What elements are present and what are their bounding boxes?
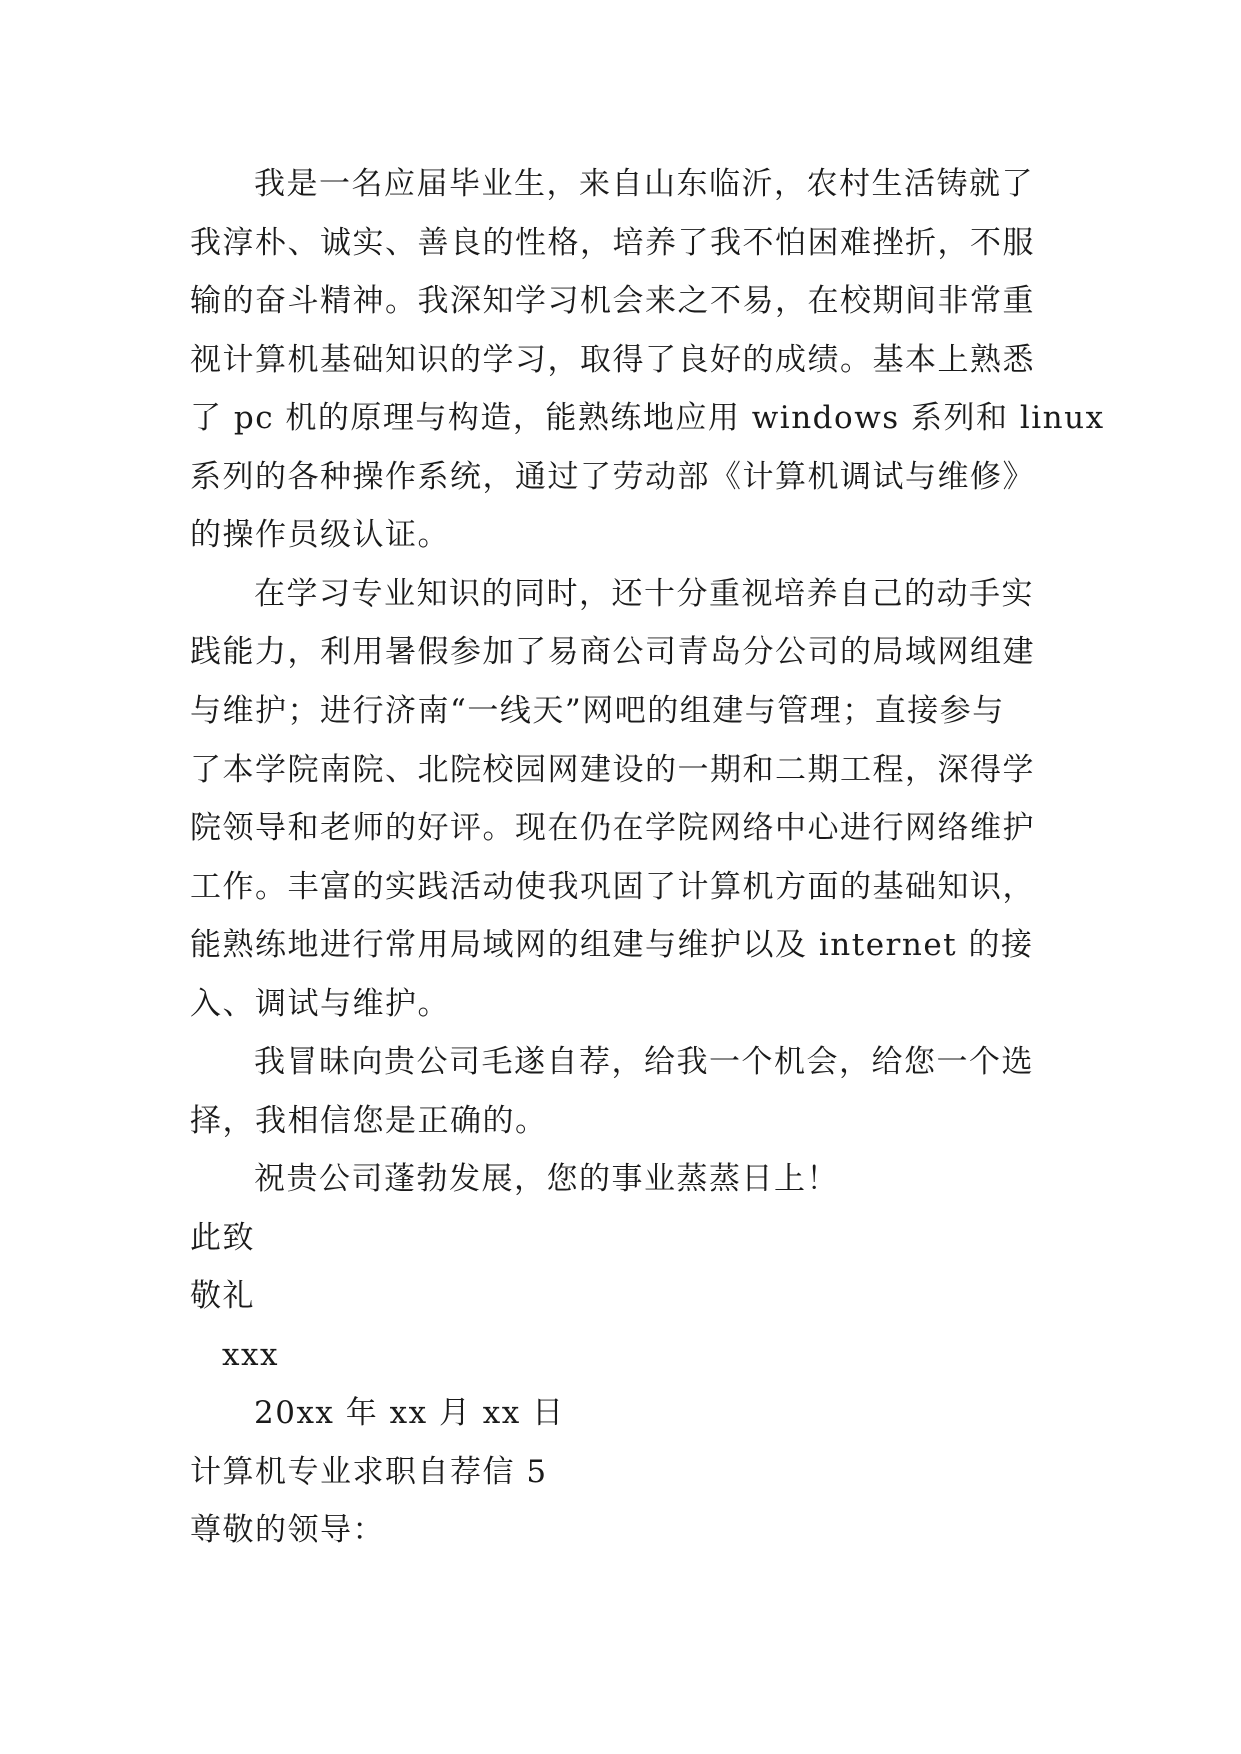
paragraph-2-line-5: 院领导和老师的好评。现在仍在学院网络中心进行网络维护 <box>190 810 1035 846</box>
paragraph-1-line-7: 的操作员级认证。 <box>190 517 450 553</box>
salutation-cizhi: 此致 <box>190 1220 255 1256</box>
section-heading: 计算机专业求职自荐信 5 <box>190 1454 548 1490</box>
paragraph-1-line-2: 我淳朴、诚实、善良的性格，培养了我不怕困难挫折，不服 <box>190 225 1035 261</box>
paragraph-2-line-1: 在学习专业知识的同时，还十分重视培养自己的动手实 <box>254 576 1034 612</box>
paragraph-2-line-2: 践能力，利用暑假参加了易商公司青岛分公司的局域网组建 <box>190 634 1035 670</box>
signature-date: 20xx 年 xx 月 xx 日 <box>254 1395 565 1431</box>
paragraph-1-line-4: 视计算机基础知识的学习，取得了良好的成绩。基本上熟悉 <box>190 342 1035 378</box>
salutation-jingli: 敬礼 <box>190 1278 255 1314</box>
paragraph-1-line-3: 输的奋斗精神。我深知学习机会来之不易，在校期间非常重 <box>190 283 1035 319</box>
paragraph-3-line-1: 我冒昧向贵公司毛遂自荐，给我一个机会，给您一个选 <box>254 1044 1034 1080</box>
paragraph-2-line-4: 了本学院南院、北院校园网建设的一期和二期工程，深得学 <box>190 752 1035 788</box>
paragraph-2-line-3: 与维护；进行济南“一线天”网吧的组建与管理；直接参与 <box>190 693 1005 729</box>
paragraph-2-line-7: 能熟练地进行常用局域网的组建与维护以及 internet 的接 <box>190 927 1034 963</box>
paragraph-1-line-5: 了 pc 机的原理与构造，能熟练地应用 windows 系列和 linux <box>190 400 1105 436</box>
paragraph-1-line-1: 我是一名应届毕业生，来自山东临沂，农村生活铸就了 <box>254 166 1034 202</box>
closing-wish: 祝贵公司蓬勃发展，您的事业蒸蒸日上！ <box>254 1161 839 1197</box>
greeting: 尊敬的领导： <box>190 1512 385 1548</box>
signature-name: xxx <box>222 1337 279 1373</box>
paragraph-1-line-6: 系列的各种操作系统，通过了劳动部《计算机调试与维修》 <box>190 459 1035 495</box>
paragraph-2-line-6: 工作。丰富的实践活动使我巩固了计算机方面的基础知识， <box>190 869 1035 905</box>
paragraph-2-line-8: 入、调试与维护。 <box>190 986 450 1022</box>
paragraph-3-line-2: 择，我相信您是正确的。 <box>190 1103 548 1139</box>
